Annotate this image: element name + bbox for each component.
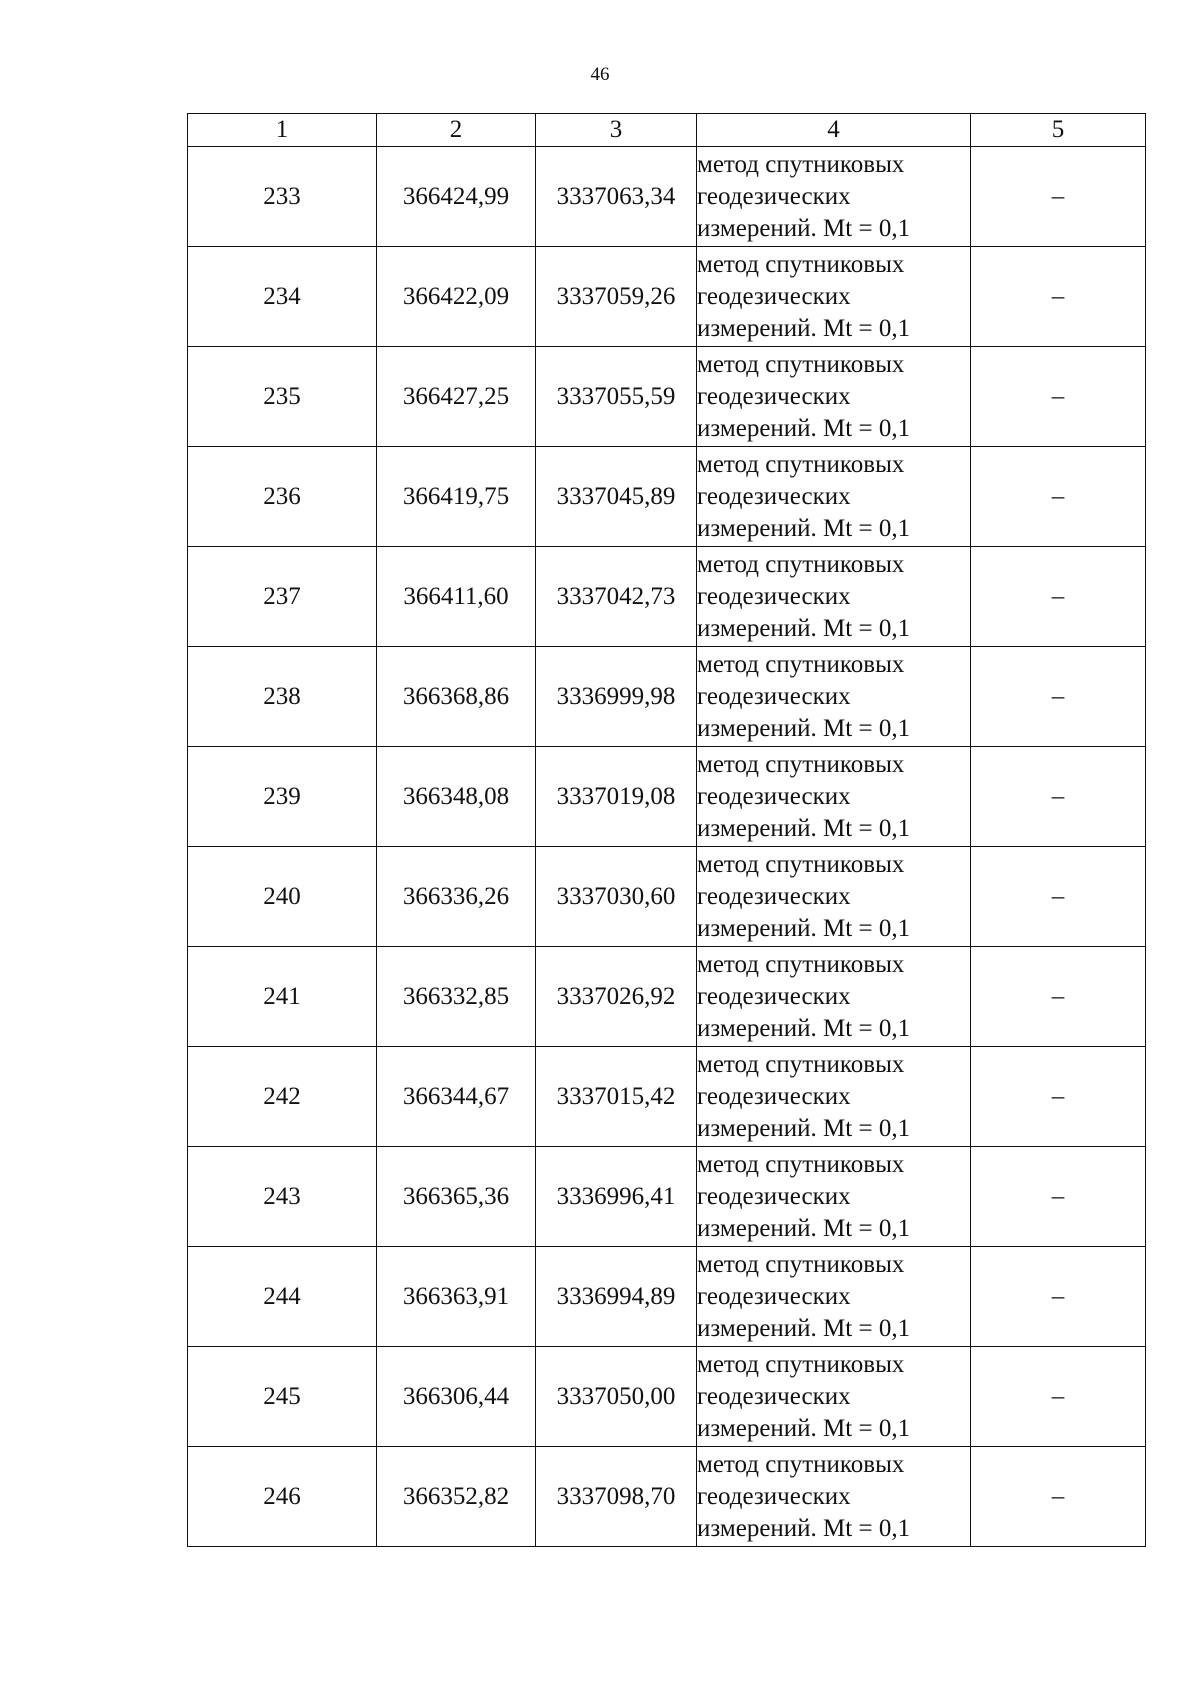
method-text-line: измерений. Mt = 0,1 (697, 514, 911, 542)
x-coordinate-cell: 366348,08 (377, 747, 536, 847)
note-cell: – (971, 747, 1146, 847)
table-row (188, 947, 1146, 1047)
method-text-line: измерений. Mt = 0,1 (697, 314, 911, 342)
method-text-line: метод спутниковых (697, 1050, 905, 1078)
y-coordinate-cell: 3337063,34 (536, 147, 697, 247)
note-cell: – (971, 847, 1146, 947)
method-text-line: геодезических (697, 1382, 851, 1410)
page-number: 46 (590, 64, 610, 85)
note-cell: – (971, 147, 1146, 247)
x-coordinate-cell: 366422,09 (377, 247, 536, 347)
table-row (188, 847, 1146, 947)
note-cell: – (971, 1347, 1146, 1447)
point-number-cell: 246 (188, 1447, 377, 1547)
point-number-cell: 238 (188, 647, 377, 747)
point-number-cell: 236 (188, 447, 377, 547)
table-row (188, 547, 1146, 647)
method-text-line: геодезических (697, 782, 851, 810)
x-coordinate-cell: 366411,60 (377, 547, 536, 647)
point-number-cell: 245 (188, 1347, 377, 1447)
y-coordinate-cell: 3337019,08 (536, 747, 697, 847)
method-cell (697, 1047, 971, 1147)
y-coordinate-cell: 3337059,26 (536, 247, 697, 347)
method-text-line: метод спутниковых (697, 350, 905, 378)
table-row (188, 1247, 1146, 1347)
method-text-line: геодезических (697, 882, 851, 910)
method-text-line: метод спутниковых (697, 150, 905, 178)
y-coordinate-cell: 3336994,89 (536, 1247, 697, 1347)
method-text-line: измерений. Mt = 0,1 (697, 1414, 911, 1442)
y-coordinate-cell: 3336999,98 (536, 647, 697, 747)
table-row (188, 147, 1146, 247)
y-coordinate-cell: 3337015,42 (536, 1047, 697, 1147)
y-coordinate-cell: 3337026,92 (536, 947, 697, 1047)
x-coordinate-cell: 366424,99 (377, 147, 536, 247)
note-cell: – (971, 1147, 1146, 1247)
method-text-line: метод спутниковых (697, 650, 905, 678)
method-cell (697, 1247, 971, 1347)
point-number-cell: 239 (188, 747, 377, 847)
method-text-line: геодезических (697, 1082, 851, 1110)
y-coordinate-cell: 3337030,60 (536, 847, 697, 947)
method-cell (697, 847, 971, 947)
method-text-line: измерений. Mt = 0,1 (697, 1514, 911, 1542)
table-body (188, 147, 1146, 1547)
method-cell (697, 1447, 971, 1547)
method-cell (697, 747, 971, 847)
table-row (188, 1447, 1146, 1547)
table-row (188, 747, 1146, 847)
y-coordinate-cell: 3337098,70 (536, 1447, 697, 1547)
point-number-cell: 234 (188, 247, 377, 347)
x-coordinate-cell: 366427,25 (377, 347, 536, 447)
method-text-line: геодезических (697, 282, 851, 310)
method-text-line: геодезических (697, 1182, 851, 1210)
method-text-line: геодезических (697, 182, 851, 210)
y-coordinate-cell: 3337050,00 (536, 1347, 697, 1447)
x-coordinate-cell: 366363,91 (377, 1247, 536, 1347)
y-coordinate-cell: 3337042,73 (536, 547, 697, 647)
x-coordinate-cell: 366368,86 (377, 647, 536, 747)
column-header-1: 1 (188, 114, 377, 147)
method-text-line: метод спутниковых (697, 1450, 905, 1478)
method-text-line: измерений. Mt = 0,1 (697, 614, 911, 642)
x-coordinate-cell: 366365,36 (377, 1147, 536, 1247)
method-text-line: метод спутниковых (697, 1350, 905, 1378)
note-cell: – (971, 547, 1146, 647)
table-row (188, 1147, 1146, 1247)
point-number-cell: 241 (188, 947, 377, 1047)
y-coordinate-cell: 3337055,59 (536, 347, 697, 447)
table-header-row (188, 114, 1146, 147)
x-coordinate-cell: 366306,44 (377, 1347, 536, 1447)
method-text-line: геодезических (697, 1282, 851, 1310)
method-text-line: геодезических (697, 582, 851, 610)
method-text-line: геодезических (697, 482, 851, 510)
note-cell: – (971, 947, 1146, 1047)
method-text-line: измерений. Mt = 0,1 (697, 714, 911, 742)
method-text-line: метод спутниковых (697, 250, 905, 278)
x-coordinate-cell: 366336,26 (377, 847, 536, 947)
point-number-cell: 243 (188, 1147, 377, 1247)
point-number-cell: 244 (188, 1247, 377, 1347)
method-text-line: измерений. Mt = 0,1 (697, 1314, 911, 1342)
method-text-line: метод спутниковых (697, 1150, 905, 1178)
coordinates-table (187, 113, 1146, 1547)
note-cell: – (971, 1047, 1146, 1147)
method-text-line: геодезических (697, 982, 851, 1010)
point-number-cell: 242 (188, 1047, 377, 1147)
method-cell (697, 547, 971, 647)
point-number-cell: 235 (188, 347, 377, 447)
method-text-line: геодезических (697, 682, 851, 710)
table-row (188, 247, 1146, 347)
method-text-line: метод спутниковых (697, 550, 905, 578)
point-number-cell: 233 (188, 147, 377, 247)
y-coordinate-cell: 3337045,89 (536, 447, 697, 547)
method-text-line: измерений. Mt = 0,1 (697, 1214, 911, 1242)
column-header-4: 4 (697, 114, 971, 147)
note-cell: – (971, 347, 1146, 447)
x-coordinate-cell: 366419,75 (377, 447, 536, 547)
x-coordinate-cell: 366344,67 (377, 1047, 536, 1147)
note-cell: – (971, 247, 1146, 347)
column-header-3: 3 (536, 114, 697, 147)
y-coordinate-cell: 3336996,41 (536, 1147, 697, 1247)
method-text-line: метод спутниковых (697, 950, 905, 978)
table-row (188, 647, 1146, 747)
table-row (188, 447, 1146, 547)
method-text-line: геодезических (697, 1482, 851, 1510)
note-cell: – (971, 647, 1146, 747)
note-cell: – (971, 447, 1146, 547)
method-text-line: метод спутниковых (697, 1250, 905, 1278)
method-cell (697, 247, 971, 347)
method-text-line: измерений. Mt = 0,1 (697, 214, 911, 242)
method-cell (697, 347, 971, 447)
method-cell (697, 447, 971, 547)
method-cell (697, 1347, 971, 1447)
method-cell (697, 1147, 971, 1247)
table-row (188, 347, 1146, 447)
table-row (188, 1047, 1146, 1147)
table-row (188, 1347, 1146, 1447)
note-cell: – (971, 1247, 1146, 1347)
x-coordinate-cell: 366332,85 (377, 947, 536, 1047)
point-number-cell: 237 (188, 547, 377, 647)
method-cell (697, 647, 971, 747)
method-text-line: метод спутниковых (697, 450, 905, 478)
method-text-line: геодезических (697, 382, 851, 410)
method-text-line: метод спутниковых (697, 850, 905, 878)
method-cell (697, 947, 971, 1047)
note-cell: – (971, 1447, 1146, 1547)
method-cell (697, 147, 971, 247)
point-number-cell: 240 (188, 847, 377, 947)
method-text-line: метод спутниковых (697, 750, 905, 778)
method-text-line: измерений. Mt = 0,1 (697, 1014, 911, 1042)
method-text-line: измерений. Mt = 0,1 (697, 1114, 911, 1142)
x-coordinate-cell: 366352,82 (377, 1447, 536, 1547)
method-text-line: измерений. Mt = 0,1 (697, 414, 911, 442)
column-header-5: 5 (971, 114, 1146, 147)
method-text-line: измерений. Mt = 0,1 (697, 814, 911, 842)
column-header-2: 2 (377, 114, 536, 147)
method-text-line: измерений. Mt = 0,1 (697, 914, 911, 942)
